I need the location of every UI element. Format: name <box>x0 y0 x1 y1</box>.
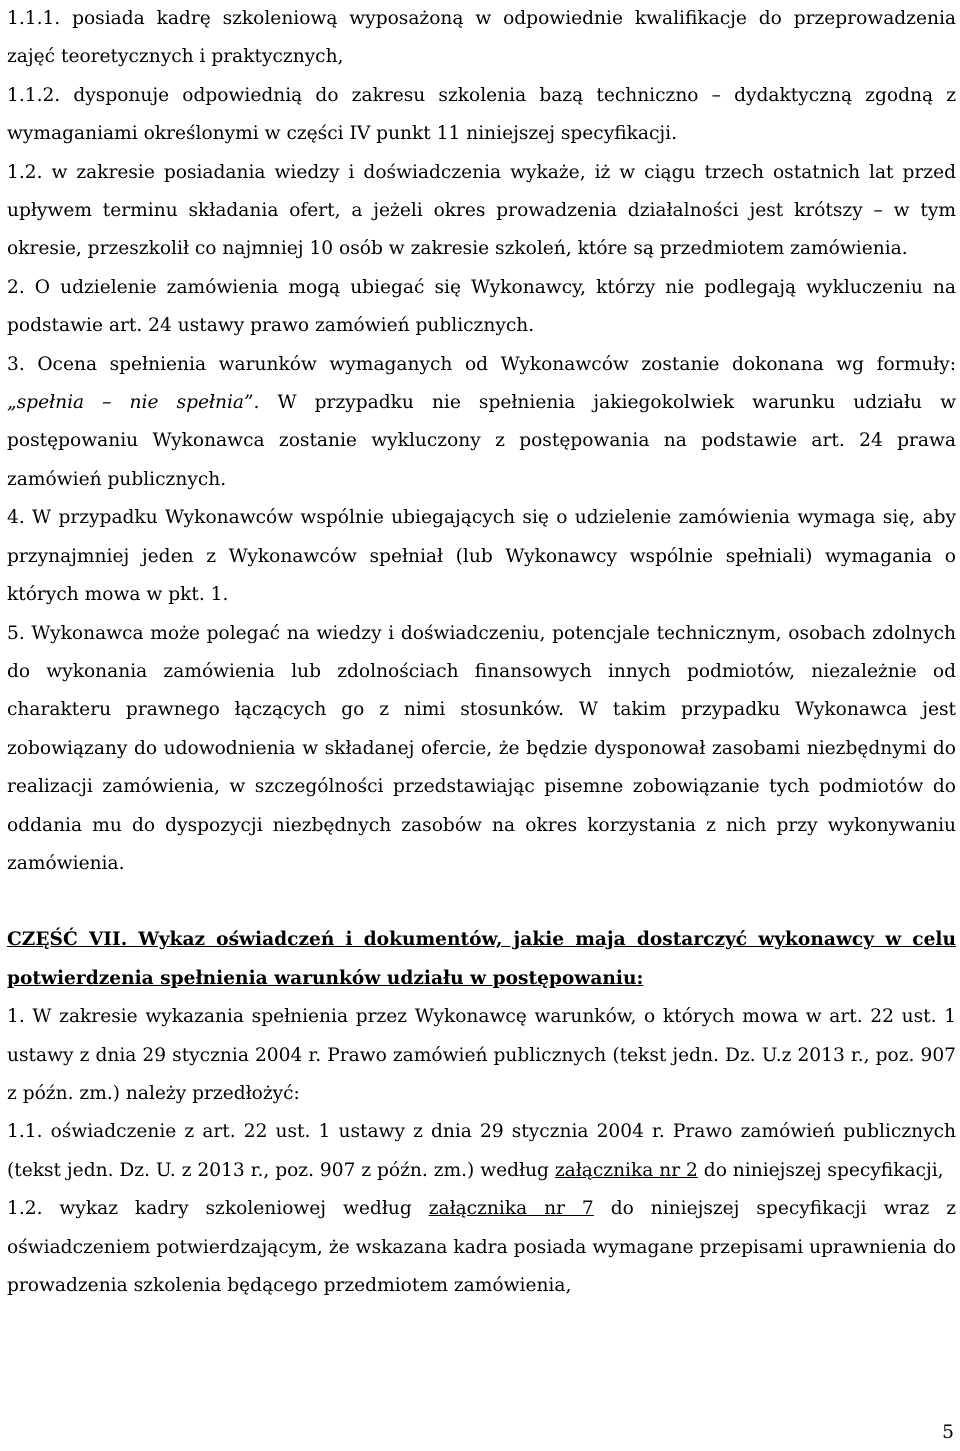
paragraph-3-text-b: . W przypadku nie spełnienia jakiegokolwiek warunku udziału w postępowaniu Wykonawca zostanie wykluczony z postępowania na podstawie art. 24 prawa zamówień publicznych. <box>7 392 956 490</box>
section-heading: CZĘŚĆ VII. Wykaz oświadczeń i dokumentów, jakie maja dostarczyć wykonawcy w celu potwierdzenia spełnienia warunków udziału w postępowaniu: <box>7 929 956 989</box>
item-1-2-text-a: 1.2. wykaz kadry szkoleniowej według <box>7 1198 429 1220</box>
paragraph-2: 2. O udzielenie zamówienia mogą ubiegać się Wykonawcy, którzy nie podlegają wykluczeniu na podstawie art. 24 ustawy prawo zamówień publicznych. <box>7 276 956 337</box>
section-spacer <box>7 883 956 921</box>
item-1-1-text-a: 1.1. oświadczenie z art. 22 ust. 1 ustawy z dnia 29 stycznia 2004 r. Prawo zamówień publicznych (tekst jedn. Dz. U. z 2013 r., poz. 907 z późn. zm.) według <box>7 1121 956 1181</box>
page-number: 5 <box>942 1422 954 1443</box>
formula-text: „spełnia – nie spełnia” <box>7 392 254 414</box>
paragraph-1-1-2: 1.1.2. dysponuje odpowiednią do zakresu szkolenia bazą techniczno – dydaktyczną zgodną z wymaganiami określonymi w części IV punkt 11 niniejszej specyfikacji. <box>7 84 956 145</box>
paragraph-3-text-a: 3. Ocena spełnienia warunków wymaganych od Wykonawców zostanie dokonana wg formuły: <box>7 353 956 375</box>
attachment-7-reference: załącznika nr 7 <box>428 1198 594 1220</box>
paragraph-4: 4. W przypadku Wykonawców wspólnie ubiegających się o udzielenie zamówienia wymaga się, aby przynajmniej jeden z Wykonawców spełniał (lub Wykonawcy wspólnie spełniali) wymagania o których mowa w pkt. 1. <box>7 507 956 606</box>
paragraph-1-1-1: 1.1.1. posiada kadrę szkoleniową wyposażoną w odpowiednie kwalifikacje do przeprowadzenia zajęć teoretycznych i praktycznych, <box>7 8 956 68</box>
paragraph-1-2: 1.2. w zakresie posiadania wiedzy i doświadczenia wykaże, iż w ciągu trzech ostatnich lat przed upływem terminu składania ofert, a jeżeli okres prowadzenia działalności jest krótszy – w tym okresie, przeszkolił co najmniej 10 osób w zakresie szkoleń, które są przedmiotem zamówienia. <box>7 161 956 260</box>
attachment-2-reference: załącznika nr 2 <box>554 1159 698 1181</box>
item-1-2-text-b: do niniejszej specyfikacji wraz z oświadczeniem potwierdzającym, że wskazana kadra posiada wymagane przepisami uprawnienia do prowadzenia szkolenia będącego przedmiotem zamówienia, <box>7 1198 956 1296</box>
section-vii-item-1-1 <box>7 1113 956 1190</box>
document-page <box>7 0 956 1305</box>
item-1-1-text-b: do niniejszej specyfikacji, <box>697 1159 944 1181</box>
paragraph-5: 5. Wykonawca może polegać na wiedzy i doświadczeniu, potencjale technicznym, osobach zdolnych do wykonania zamówienia lub zdolnościach finansowych innych podmiotów, niezależnie od charakteru prawnego łączących go z nimi stosunków. W takim przypadku Wykonawca jest zobowiązany do udowodnienia w składanej ofercie, że będzie dysponował zasobami niezbędnymi do realizacji zamówienia, w szczególności przedstawiając pisemne zobowiązanie tych podmiotów do oddania mu do dyspozycji niezbędnych zasobów na okres korzystania z nich przy wykonywaniu zamówienia. <box>7 622 956 874</box>
section-vii-item-1-2 <box>7 1190 956 1305</box>
section-vii-item-1: 1. W zakresie wykazania spełnienia przez Wykonawcę warunków, o których mowa w art. 22 ust. 1 ustawy z dnia 29 stycznia 2004 r. Prawo zamówień publicznych (tekst jedn. Dz. U.z 2013 r., poz. 907 z późn. zm.) należy przedłożyć: <box>7 1006 956 1104</box>
paragraph-3 <box>7 346 956 500</box>
